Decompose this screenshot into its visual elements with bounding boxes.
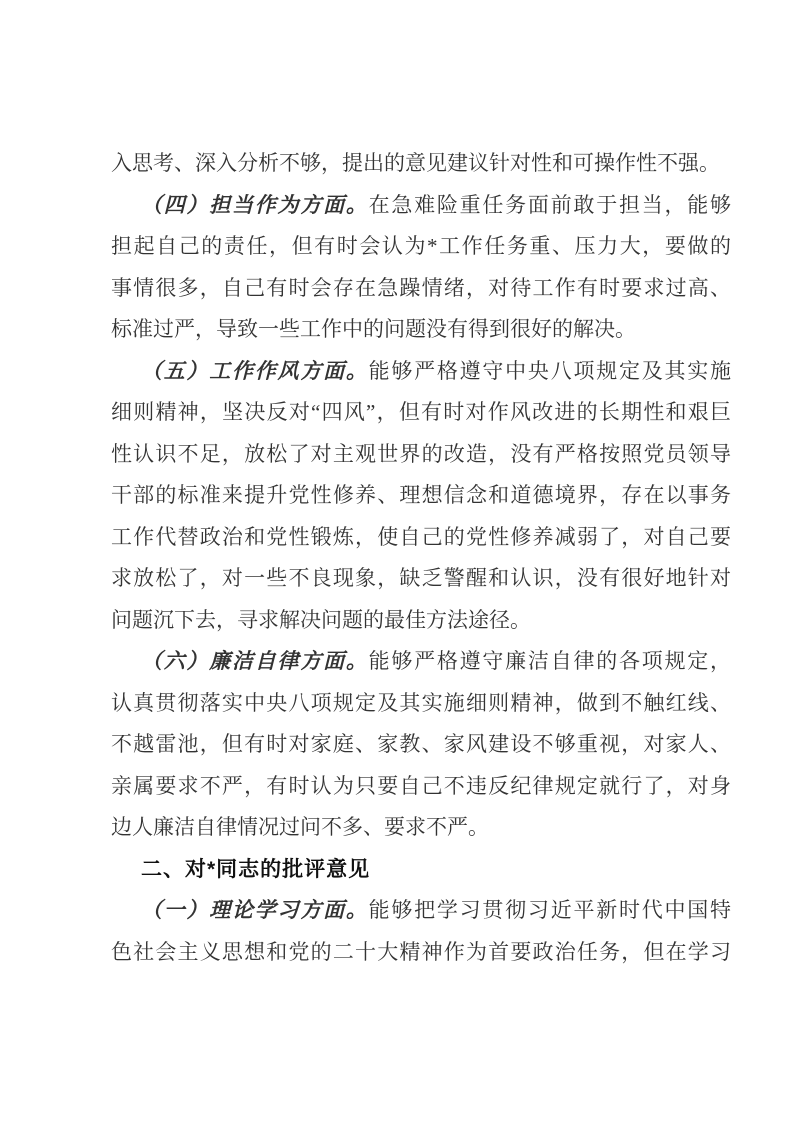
text-line: 事情很多，自己有时会存在急躁情绪，对待工作有时要求过高、 bbox=[111, 275, 731, 300]
text-line bbox=[111, 890, 731, 932]
line-text: 能够严格遵守中央八项规定及其实施 bbox=[368, 358, 732, 383]
text-line bbox=[111, 351, 731, 393]
heading-text: 二、对*同志的批评意见 bbox=[141, 857, 371, 881]
text-line: 干部的标准来提升党性修养、理想信念和道德境界，存在以事务 bbox=[111, 483, 731, 507]
line-text: 能够严格遵守廉洁自律的各项规定， bbox=[368, 649, 732, 673]
paragraph-continuation bbox=[111, 143, 731, 185]
text-line: 入思考、深入分析不够，提出的意见建议针对性和可操作性不强。 bbox=[111, 151, 720, 175]
text-line: 认真贯彻落实中央八项规定及其实施细则精神，做到不触红线、 bbox=[111, 690, 731, 715]
text-line: 标准过严，导致一些工作中的问题没有得到很好的解决。 bbox=[111, 317, 636, 341]
text-line: 求放松了，对一些不良现象，缺乏警醒和认识，没有很好地针对 bbox=[111, 566, 731, 590]
paragraph-item-5-work-style bbox=[111, 351, 731, 642]
line-text: 能够把学习贯彻习近平新时代中国特 bbox=[368, 898, 732, 922]
paragraph-lead: （六）廉洁自律方面。 bbox=[141, 649, 369, 673]
text-line bbox=[111, 185, 731, 227]
line-text: 在急难险重任务面前敢于担当，能够 bbox=[368, 192, 732, 217]
paragraph-item-6-integrity bbox=[111, 641, 731, 849]
document-body bbox=[111, 143, 731, 973]
text-line: 亲属要求不严，有时认为只要自己不违反纪律规定就行了，对身 bbox=[111, 773, 731, 798]
text-line: 色社会主义思想和党的二十大精神作为首要政治任务，但在学习 bbox=[111, 939, 731, 964]
section-heading-criticism bbox=[111, 849, 731, 891]
text-line bbox=[111, 641, 731, 683]
text-line: 不越雷池，但有时对家庭、家教、家风建设不够重视，对家人、 bbox=[111, 732, 731, 756]
text-line: 边人廉洁自律情况过问不多、要求不严。 bbox=[111, 815, 489, 839]
text-line: 问题沉下去，寻求解决问题的最佳方法途径。 bbox=[111, 607, 531, 632]
paragraph-item-1-theory-study bbox=[111, 890, 731, 973]
text-line: 性认识不足，放松了对主观世界的改造，没有严格按照党员领导 bbox=[111, 441, 731, 466]
text-line: 担起自己的责任，但有时会认为*工作任务重、压力大，要做的 bbox=[111, 234, 731, 258]
paragraph-lead: （四）担当作为方面。 bbox=[141, 192, 369, 217]
paragraph-lead: （一）理论学习方面。 bbox=[141, 898, 369, 922]
text-line: 工作代替政治和党性锻炼，使自己的党性修养减弱了，对自己要 bbox=[111, 524, 731, 549]
paragraph-lead: （五）工作作风方面。 bbox=[141, 358, 369, 383]
text-line: 细则精神，坚决反对“四风”，但有时对作风改进的长期性和艰巨 bbox=[111, 400, 731, 424]
paragraph-item-4-work-commitment bbox=[111, 185, 731, 351]
